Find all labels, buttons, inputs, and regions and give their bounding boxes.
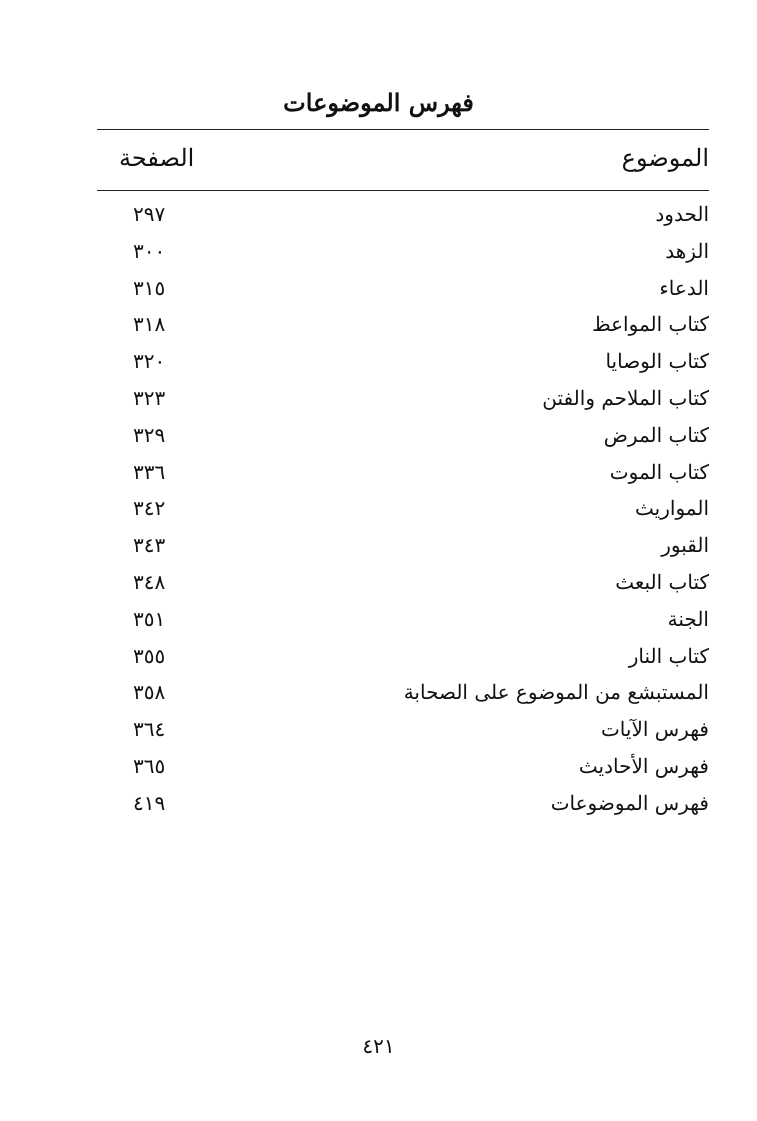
toc-topic: كتاب الوصايا bbox=[605, 349, 709, 374]
toc-entry bbox=[97, 601, 709, 638]
toc-page-number: ٣٢٠ bbox=[133, 349, 166, 374]
toc-page-number: ٤١٩ bbox=[133, 790, 166, 815]
toc-page-number: ٣٤٣ bbox=[133, 533, 166, 558]
toc-entry bbox=[97, 748, 709, 785]
toc-entry bbox=[97, 454, 709, 491]
toc-entry bbox=[97, 674, 709, 711]
toc-topic: الدعاء bbox=[659, 275, 709, 300]
toc-entry bbox=[97, 785, 709, 822]
toc-topic: المواريث bbox=[635, 496, 709, 521]
toc-topic: كتاب الملاحم والفتن bbox=[542, 385, 709, 410]
toc-page-number: ٣٢٩ bbox=[133, 422, 166, 447]
toc-entry bbox=[97, 233, 709, 270]
toc-topic: الحدود bbox=[655, 202, 709, 226]
toc-page-number: ٣٦٤ bbox=[133, 717, 166, 742]
toc-topic: المستبشع من الموضوع على الصحابة bbox=[403, 680, 709, 705]
page-title: فهرس الموضوعات bbox=[283, 88, 474, 117]
page-column-header: الصفحة bbox=[119, 144, 195, 172]
toc-page-number: ٣٥٥ bbox=[133, 643, 166, 668]
toc-topic: القبور bbox=[661, 533, 709, 558]
toc-page-number: ٣٣٦ bbox=[133, 459, 166, 484]
top-rule bbox=[97, 129, 709, 130]
toc-entry bbox=[97, 380, 709, 417]
toc-entry bbox=[97, 306, 709, 343]
toc-page-number: ٣٠٠ bbox=[133, 238, 166, 263]
toc-entry bbox=[97, 638, 709, 675]
toc-topic: كتاب الموت bbox=[609, 459, 709, 484]
toc-page-number: ٣٦٥ bbox=[133, 753, 166, 778]
toc-topic: فهرس الأحاديث bbox=[578, 753, 709, 778]
toc-entry bbox=[97, 490, 709, 527]
toc-page-number: ٣٢٣ bbox=[133, 385, 166, 410]
toc-entry bbox=[97, 711, 709, 748]
toc-page-number: ٣٥٨ bbox=[133, 680, 166, 705]
toc-topic: كتاب البعث bbox=[615, 569, 709, 594]
page-number: ٤٢١ bbox=[362, 1034, 395, 1058]
toc-page-number: ٢٩٧ bbox=[133, 202, 166, 226]
toc-page-number: ٣٤٢ bbox=[133, 496, 166, 521]
toc-topic: كتاب المواعظ bbox=[592, 312, 709, 337]
toc-page-number: ٣١٥ bbox=[133, 275, 166, 300]
toc-page-number: ٣٤٨ bbox=[133, 569, 166, 594]
toc-topic: فهرس الموضوعات bbox=[550, 790, 709, 815]
toc-page-number: ٣١٨ bbox=[133, 312, 166, 337]
toc-entry bbox=[97, 564, 709, 601]
toc-entry bbox=[97, 417, 709, 454]
toc-entry bbox=[97, 196, 709, 233]
toc-topic: كتاب النار bbox=[628, 643, 709, 668]
table-header bbox=[97, 140, 709, 184]
toc-topic: فهرس الآيات bbox=[600, 717, 709, 742]
toc-entry bbox=[97, 270, 709, 307]
toc-topic: الزهد bbox=[665, 238, 709, 263]
topic-column-header: الموضوع bbox=[621, 144, 709, 172]
toc-topic: كتاب المرض bbox=[603, 422, 709, 447]
toc-entry bbox=[97, 343, 709, 380]
toc-list bbox=[97, 196, 709, 822]
toc-topic: الجنة bbox=[667, 606, 709, 631]
toc-page-number: ٣٥١ bbox=[133, 606, 166, 631]
toc-entry bbox=[97, 527, 709, 564]
header-rule bbox=[97, 190, 709, 191]
